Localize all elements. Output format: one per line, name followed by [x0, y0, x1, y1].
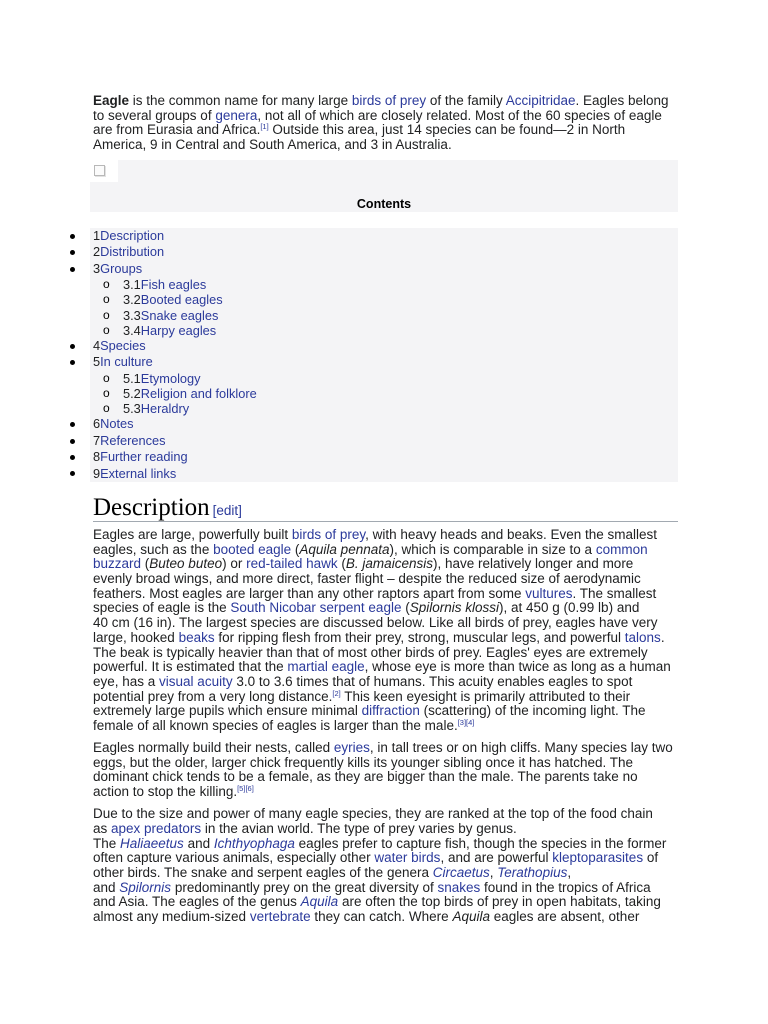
text-run: to several groups of: [93, 107, 216, 123]
bullet-icon: [70, 267, 75, 272]
sub-bullet-icon: o: [103, 292, 110, 307]
text-line: [93, 138, 669, 153]
text-run: . The smallest: [572, 585, 657, 601]
text-run: they can catch. Where: [310, 908, 453, 924]
toc-label: Distribution: [100, 244, 165, 260]
text-run: (: [141, 556, 150, 572]
text-run: (: [401, 600, 410, 616]
bullet-icon: [70, 422, 75, 427]
link-terathopius[interactable]: Terathopius: [497, 864, 568, 880]
toc-number: 5.2: [123, 386, 141, 402]
toc-header: [90, 160, 678, 212]
link-vultures[interactable]: vultures: [525, 585, 573, 601]
text-line: [93, 675, 673, 690]
bold-text: Eagle: [93, 93, 130, 108]
toc-link-etymology[interactable]: [123, 371, 201, 386]
text-run: almost any medium-sized: [93, 908, 250, 924]
text-line: [93, 616, 673, 631]
link-apex-predators[interactable]: apex predators: [111, 820, 202, 836]
text-line: [93, 822, 673, 837]
text-line: [93, 741, 673, 756]
text-run: of: [643, 850, 659, 866]
toc-number: 7: [93, 432, 101, 448]
text-run: found in the tropics of Africa: [480, 879, 651, 895]
text-line: [93, 646, 673, 661]
link-common[interactable]: common: [595, 541, 648, 557]
citation-6[interactable]: [6]: [245, 784, 254, 794]
toc-link-booted-eagles[interactable]: [123, 292, 223, 307]
sub-bullet-icon: o: [103, 307, 110, 322]
toc-label: Further reading: [100, 449, 188, 465]
text-run: 40 cm (16 in). The largest species are discussed below. Like all birds of prey, eagles have very: [93, 615, 658, 631]
toc-label: Harpy eagles: [140, 322, 217, 338]
toc-link-harpy-eagles[interactable]: [123, 323, 216, 338]
toc-number: 6: [93, 416, 101, 432]
text-line: [93, 660, 673, 675]
toc-entry: [93, 261, 678, 338]
text-run: eagles are absent, other: [489, 908, 640, 924]
toc-number: 9: [93, 465, 101, 481]
text-run: , with heavy heads and beaks. Even the smallest: [365, 527, 658, 542]
link-martial-eagle[interactable]: martial eagle: [287, 659, 365, 675]
description-body: [93, 528, 673, 932]
text-run: , in tall trees or on high cliffs. Many species lay two: [369, 740, 673, 756]
bullet-icon: [70, 455, 75, 460]
link-south-nicobar-serpent-eagle[interactable]: South Nicobar serpent eagle: [230, 600, 402, 616]
toc-entry: [93, 466, 678, 482]
toc-subentry: [103, 322, 678, 338]
toc-sublist: [93, 371, 678, 417]
text-run: action to stop the killing.: [93, 784, 238, 800]
description-paragraph-1: [93, 528, 673, 734]
bullet-icon: [70, 360, 75, 365]
text-run: are from Eurasia and Africa.: [93, 122, 261, 138]
section-heading-text: Description: [93, 494, 210, 521]
text-run: in the avian world. The type of prey varies by genus.: [201, 820, 517, 836]
text-run: The: [93, 835, 121, 851]
toc-link-notes[interactable]: [93, 416, 134, 431]
text-line: [93, 123, 669, 138]
toc-entry: [93, 244, 678, 260]
text-run: (scattering) of the incoming light. The: [419, 703, 646, 719]
toc-link-religion-and-folklore[interactable]: [123, 386, 257, 401]
toc-subentry: [103, 401, 678, 417]
text-line: [93, 807, 673, 822]
bullet-icon: [70, 439, 75, 444]
toc-label: Groups: [100, 260, 143, 276]
link-ichthyophaga[interactable]: Ichthyophaga: [213, 835, 295, 851]
text-line: [93, 557, 673, 572]
toc-link-fish-eagles[interactable]: [123, 277, 206, 292]
edit-section-link[interactable]: [edit]: [212, 503, 242, 518]
toc-label: References: [100, 432, 166, 448]
toc-subentry: [103, 292, 678, 308]
toc-entry: [93, 416, 678, 432]
bullet-icon: [70, 471, 75, 476]
link-circaetus[interactable]: Circaetus: [432, 864, 490, 880]
toc-label: Heraldry: [140, 401, 190, 417]
section-heading-description: [93, 495, 678, 522]
toc-entry: [93, 433, 678, 449]
text-run: , whose eye is more than twice as long as a human: [364, 659, 671, 675]
text-run: ), which is comparable in size to a: [389, 541, 596, 557]
italic-text: Aquila: [452, 908, 490, 924]
citation-3[interactable]: [3]: [457, 717, 467, 727]
link-talons[interactable]: talons: [624, 629, 661, 645]
link-visual-acuity[interactable]: visual acuity: [159, 673, 233, 689]
toc-link-species[interactable]: [93, 338, 146, 353]
italic-text: Spilornis klossi: [409, 600, 499, 616]
toc-number: 3.4: [123, 322, 141, 338]
link-red-tailed-hawk[interactable]: red-tailed hawk: [246, 556, 338, 572]
toc-link-external-links[interactable]: [93, 466, 176, 481]
text-run: eagles prefer to capture fish, though the species in the former: [294, 835, 667, 851]
text-run: , and are powerful: [440, 850, 553, 866]
text-run: Outside this area, just 14 species can be found—2 in North: [268, 122, 626, 138]
toc-number: 5.1: [123, 370, 141, 386]
text-run: Eagles normally build their nests, called: [93, 740, 334, 756]
text-run: Eagles are large, powerfully built: [93, 527, 292, 542]
link-genera[interactable]: genera: [215, 107, 258, 123]
text-run: .: [660, 629, 665, 645]
text-line: [93, 94, 669, 109]
toc-subentry: [103, 386, 678, 402]
text-run: 3.0 to 3.6 times that of humans. This acuity enables eagles to spot: [232, 673, 633, 689]
link-water-birds[interactable]: water birds: [374, 850, 441, 866]
text-line: [93, 770, 673, 785]
link-eyries[interactable]: eyries: [333, 740, 370, 756]
text-line: [93, 587, 673, 602]
toc-link-in-culture[interactable]: [93, 354, 153, 369]
link-beaks[interactable]: beaks: [178, 629, 215, 645]
toc-label: Species: [100, 338, 146, 354]
sub-bullet-icon: o: [103, 277, 110, 292]
text-run: (: [337, 556, 346, 572]
text-run: eggs, but the older, larger chick frequently kills its younger sibling once it has hatched. The: [93, 754, 634, 770]
citation-5[interactable]: [5]: [237, 784, 246, 794]
toc-label: Booted eagles: [140, 292, 223, 308]
text-run: dominant chick tends to be a female, as they are bigger than the male. The parents take no: [93, 769, 638, 785]
link-kleptoparasites[interactable]: kleptoparasites: [552, 850, 644, 866]
text-line: [93, 601, 673, 616]
text-run: ) or: [222, 556, 247, 572]
text-run: potential prey from a very long distance.: [93, 688, 333, 704]
text-line: [93, 572, 673, 587]
text-run: and: [93, 879, 120, 895]
link-aquila[interactable]: Aquila: [300, 894, 339, 910]
text-run: ), at 450 g (0.99 lb) and: [499, 600, 640, 616]
text-line: [93, 837, 673, 852]
text-run: evenly broad wings, and more direct, faster flight – despite the reduced size of aerodynamic: [93, 571, 641, 587]
text-run: ,: [489, 864, 498, 880]
text-line: [93, 631, 673, 646]
toc-link-description[interactable]: [93, 228, 164, 243]
toc-link-distribution[interactable]: [93, 244, 164, 259]
toc-label: Description: [100, 228, 165, 243]
link-snakes[interactable]: snakes: [437, 879, 481, 895]
text-line: [93, 109, 669, 124]
toc-number: 3: [93, 260, 101, 276]
text-line: [93, 895, 673, 910]
toc-sublist: [93, 277, 678, 338]
text-line: [93, 851, 673, 866]
sub-bullet-icon: o: [103, 401, 110, 416]
text-run: This keen eyesight is primarily attributed to their: [340, 688, 631, 704]
link-buzzard[interactable]: buzzard: [93, 556, 142, 572]
text-run: (: [291, 541, 300, 557]
text-run: predominantly prey on the great diversity of: [171, 879, 438, 895]
toc-title: Contents: [356, 197, 412, 211]
toc-label: Notes: [100, 416, 134, 432]
description-paragraph-3: [93, 807, 673, 925]
toc-subentry: [103, 307, 678, 323]
text-run: female of all known species of eagles is larger than the male.: [93, 717, 458, 733]
toc-entry: [93, 354, 678, 416]
toc-link-references[interactable]: [93, 433, 166, 448]
bullet-icon: [70, 234, 75, 239]
toc-link-groups[interactable]: [93, 261, 142, 276]
toc-link-further-reading[interactable]: [93, 449, 188, 464]
text-run: ), have relatively longer and more: [432, 556, 634, 572]
italic-text: Buteo buteo: [149, 556, 223, 572]
text-run: . Eagles belong: [575, 93, 669, 108]
toc-label: External links: [100, 465, 177, 481]
text-run: America, 9 in Central and South America, and 3 in Australia.: [93, 137, 452, 153]
description-paragraph-2: [93, 741, 673, 800]
italic-text: B. jamaicensis: [345, 556, 433, 572]
text-run: species of eagle is the: [93, 600, 231, 616]
text-run: extremely large pupils which ensure minimal: [93, 703, 362, 719]
link-accipitridae[interactable]: Accipitridae: [505, 93, 576, 108]
toc-label: Etymology: [140, 370, 201, 386]
link-haliaeetus[interactable]: Haliaeetus: [120, 835, 184, 851]
text-run: eagles, such as the: [93, 541, 214, 557]
text-line: [93, 910, 673, 925]
text-run: other birds. The snake and serpent eagles of the genera: [93, 864, 433, 880]
toc-label: Snake eagles: [140, 307, 219, 323]
citation-2[interactable]: [2]: [332, 688, 341, 698]
text-run: and: [183, 835, 214, 851]
text-line: [93, 719, 673, 734]
text-run: Due to the size and power of many eagle species, they are ranked at the top of the food chain: [93, 806, 653, 822]
intro-paragraph: [93, 94, 669, 153]
toc-toggle-checkbox-icon[interactable]: [94, 165, 105, 176]
toc-label: Religion and folklore: [140, 386, 257, 402]
toc-number: 3.3: [123, 307, 141, 323]
text-run: as: [93, 820, 112, 836]
text-line: [93, 785, 673, 800]
toc-subentry: [103, 277, 678, 293]
sub-bullet-icon: o: [103, 322, 110, 337]
link-booted-eagle[interactable]: booted eagle: [213, 541, 292, 557]
toc-number: 3.1: [123, 277, 141, 293]
text-line: [93, 543, 673, 558]
citation-1[interactable]: [1]: [260, 122, 269, 132]
toc-entry: [93, 228, 678, 244]
link-vertebrate[interactable]: vertebrate: [249, 908, 311, 924]
text-run: are often the top birds of prey in open habitats, taking: [338, 894, 661, 910]
italic-text: Aquila pennata: [299, 541, 390, 557]
text-run: ,: [567, 864, 572, 880]
toc-entry: [93, 338, 678, 354]
text-line: [93, 881, 673, 896]
citation-4[interactable]: [4]: [466, 717, 475, 727]
text-run: eye, has a: [93, 673, 160, 689]
toc-list: [90, 228, 678, 482]
toc-number: 1: [93, 228, 101, 243]
toc-number: 2: [93, 244, 101, 260]
text-run: of the family: [426, 93, 506, 108]
sub-bullet-icon: o: [103, 386, 110, 401]
toc-label: In culture: [100, 354, 153, 370]
text-run: and Asia. The eagles of the genus: [93, 894, 301, 910]
link-birds-of-prey[interactable]: birds of prey: [291, 527, 366, 542]
toc-link-snake-eagles[interactable]: [123, 308, 218, 323]
toc-label: Fish eagles: [140, 277, 207, 293]
text-line: [93, 690, 673, 705]
toc-number: 5.3: [123, 401, 141, 417]
link-diffraction[interactable]: diffraction: [361, 703, 420, 719]
toc-number: 4: [93, 338, 101, 354]
bullet-icon: [70, 250, 75, 255]
toc-entry: [93, 449, 678, 465]
text-line: [93, 866, 673, 881]
toc-number: 3.2: [123, 292, 141, 308]
text-run: , not all of which are closely related. Most of the 60 species of eagle: [257, 107, 662, 123]
text-run: powerful. It is estimated that the: [93, 659, 288, 675]
text-run: large, hooked: [93, 629, 179, 645]
toc-subentry: [103, 370, 678, 386]
toc-link-heraldry[interactable]: [123, 401, 189, 416]
sub-bullet-icon: o: [103, 370, 110, 385]
toc-number: 8: [93, 449, 101, 465]
toc-toggle-area: [90, 160, 118, 182]
bullet-icon: [70, 344, 75, 349]
text-run: The beak is typically heavier than that of most other birds of prey. Eagles' eyes are extremely: [93, 644, 648, 660]
link-spilornis[interactable]: Spilornis: [119, 879, 172, 895]
text-run: for ripping flesh from their prey, strong, muscular legs, and powerful: [214, 629, 625, 645]
text-run: is the common name for many large: [129, 93, 352, 108]
toc-number: 5: [93, 354, 101, 370]
text-line: [93, 704, 673, 719]
text-run: feathers. Most eagles are larger than any other raptors apart from some: [93, 585, 526, 601]
text-line: [93, 756, 673, 771]
link-birds-of-prey[interactable]: birds of prey: [351, 93, 427, 108]
text-line: [93, 528, 673, 543]
text-run: often capture various animals, especially other: [93, 850, 375, 866]
